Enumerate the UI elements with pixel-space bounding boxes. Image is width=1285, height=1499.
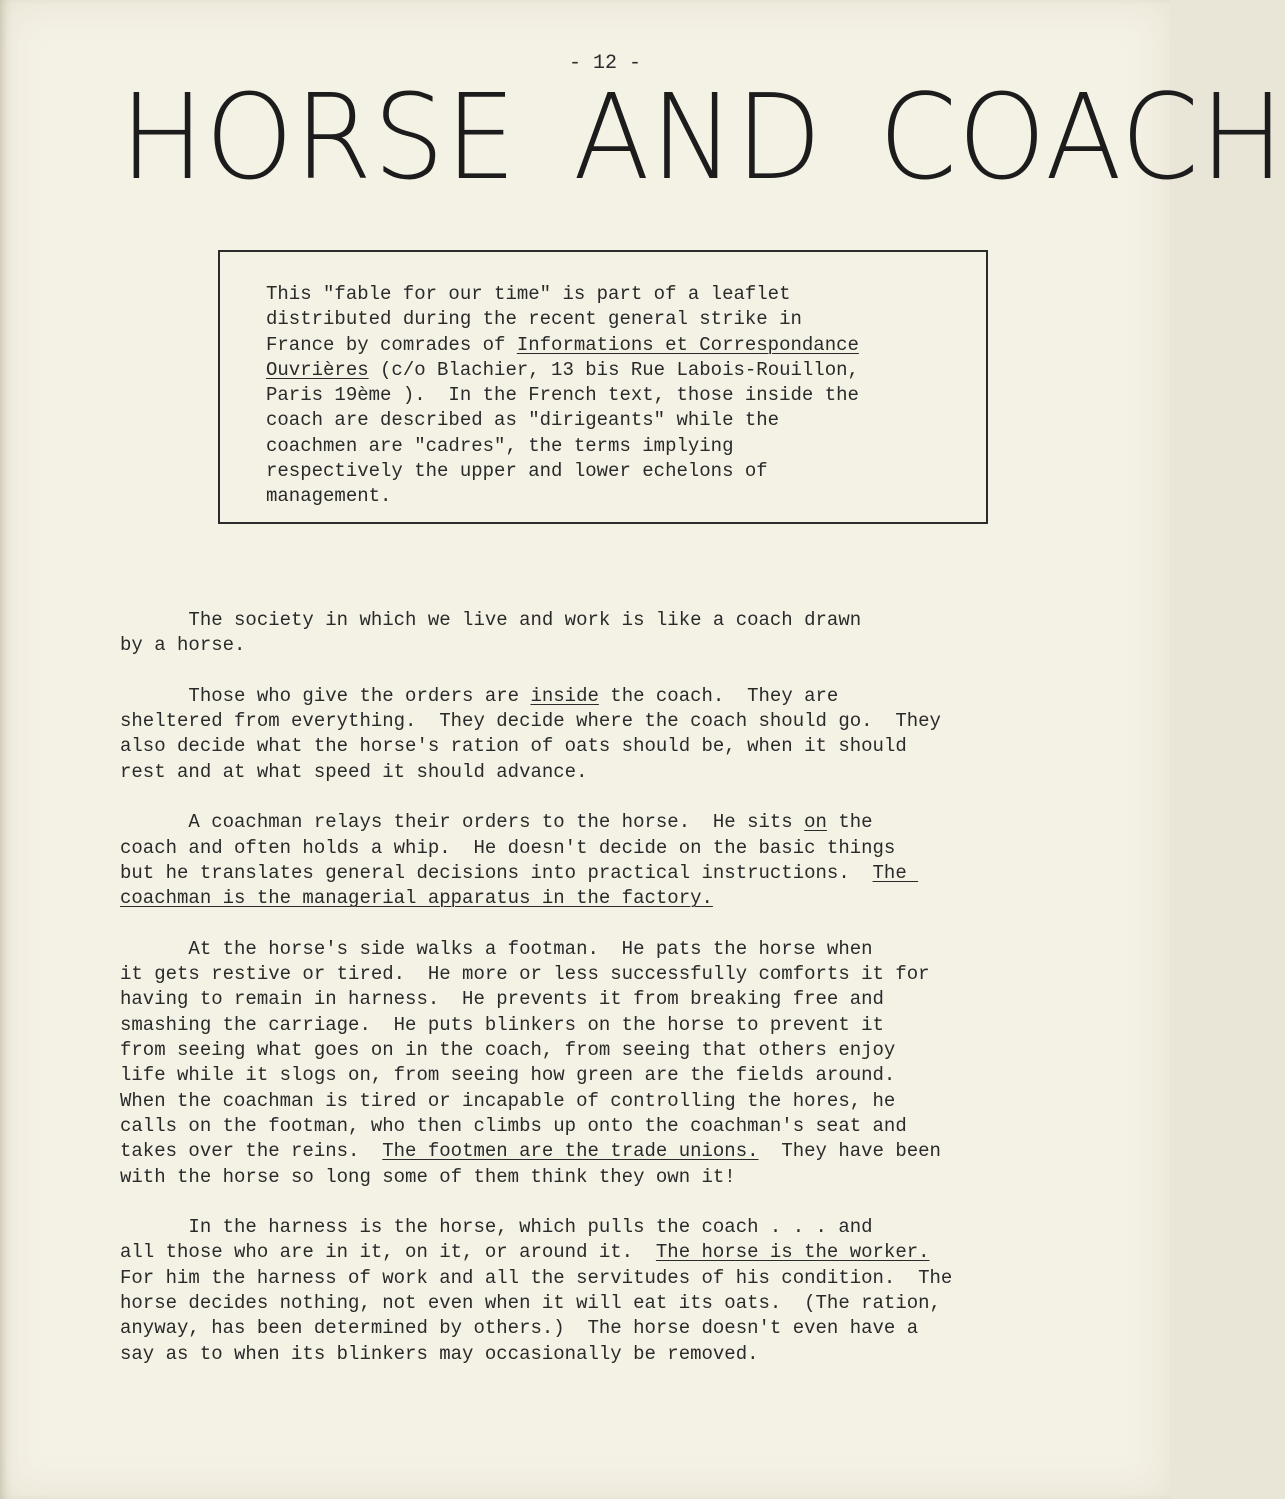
emphasis-on: on: [804, 811, 827, 834]
body-text-run: A coachman relays their orders to the horse. He sits: [120, 811, 805, 834]
title-word-and: AND: [573, 69, 823, 207]
intro-line: [266, 333, 966, 358]
intro-line-text: (c/o Blachier, 13 bis Rue Labois-Rouillon,: [368, 358, 859, 381]
body-line: The society in which we live and work is like a coach drawn: [120, 609, 862, 631]
body-text-run: but he translates general decisions into practical instructions.: [120, 861, 873, 884]
body-line: also decide what the horse's ration of oats should be, when it should: [120, 735, 907, 758]
emphasis-inside: inside: [530, 684, 599, 707]
body-line: from seeing what goes on in the coach, from seeing that others enjoy: [120, 1039, 896, 1062]
body-line: having to remain in harness. He prevents it from breaking free and: [120, 988, 884, 1011]
body-line: smashing the carriage. He puts blinkers on the horse to prevent it: [120, 1013, 884, 1036]
page-title: [120, 69, 1285, 207]
body-text-run: the coach. They are: [598, 684, 839, 707]
body-line: with the horse so long some of them think they own it!: [120, 1165, 736, 1188]
intro-line: This "fable for our time" is part of a leaflet: [266, 283, 791, 305]
title-word-coach: COACH: [878, 69, 1285, 207]
body-line: horse decides nothing, not even when it will eat its oats. (The ration,: [120, 1292, 941, 1315]
intro-publication-name-cont: Ouvrières: [266, 358, 369, 381]
emphasis-footmen-statement: The footmen are the trade unions.: [382, 1140, 759, 1163]
intro-publication-name: Informations et Correspondance: [516, 333, 859, 356]
body-line: coach and often holds a whip. He doesn't decide on the basic things: [120, 836, 896, 859]
body-text-run: the: [826, 811, 873, 834]
body-line: [120, 886, 1120, 911]
emphasis-coachman-statement-cont: coachman is the managerial apparatus in the factory.: [120, 887, 713, 910]
body-line: anyway, has been determined by others.) The horse doesn't even have a: [120, 1317, 919, 1340]
paragraph-coachman: [120, 810, 1120, 911]
emphasis-horse-statement: The horse is the worker.: [655, 1241, 930, 1264]
body-line: sheltered from everything. They decide where the coach should go. They: [120, 710, 941, 733]
body-line: rest and at what speed it should advance.: [120, 760, 588, 783]
body-line: it gets restive or tired. He more or less successfully comforts it for: [120, 963, 930, 986]
body-line: [120, 861, 1120, 886]
intro-line: [266, 358, 966, 383]
paragraph-society: [120, 608, 1120, 659]
intro-line: distributed during the recent general strike in: [266, 308, 802, 331]
body-text-run: takes over the reins.: [120, 1140, 383, 1163]
paragraph-orders: [120, 684, 1120, 785]
paragraph-footman: [120, 937, 1120, 1190]
body-line: When the coachman is tired or incapable of controlling the hores, he: [120, 1089, 896, 1112]
body-line: In the harness is the horse, which pulls the coach . . . and: [120, 1216, 873, 1239]
intro-line: coach are described as "dirigeants" while the: [266, 409, 780, 432]
intro-line: management.: [266, 485, 392, 508]
body-line: For him the harness of work and all the servitudes of his condition. The: [120, 1266, 953, 1289]
intro-line-text: France by comrades of: [266, 333, 517, 356]
body-line: say as to when its blinkers may occasionally be removed.: [120, 1342, 759, 1365]
body-text-run: all those who are in it, on it, or around it.: [120, 1241, 656, 1264]
body-text: [120, 608, 1120, 1367]
body-line: calls on the footman, who then climbs up onto the coachman's seat and: [120, 1114, 907, 1137]
body-line: by a horse.: [120, 634, 246, 657]
page-number: - 12 -: [568, 52, 641, 75]
body-line: At the horse's side walks a footman. He pats the horse when: [120, 937, 873, 960]
body-text-run: Those who give the orders are: [120, 684, 531, 707]
body-line: life while it slogs on, from seeing how green are the fields around.: [120, 1064, 896, 1087]
intro-line: Paris 19ème ). In the French text, those inside the: [266, 384, 859, 407]
emphasis-coachman-statement: The: [872, 861, 919, 884]
body-line: [120, 1139, 1120, 1164]
intro-line: respectively the upper and lower echelons of: [266, 460, 768, 483]
body-line: [120, 810, 1120, 835]
title-word-horse: HORSE: [120, 69, 518, 207]
body-text-run: They have been: [758, 1140, 941, 1163]
body-line: [120, 1240, 1120, 1265]
intro-line: coachmen are "cadres", the terms implying: [266, 434, 734, 457]
paragraph-horse: [120, 1215, 1120, 1367]
intro-text: [266, 282, 966, 510]
body-line: [120, 684, 1120, 709]
